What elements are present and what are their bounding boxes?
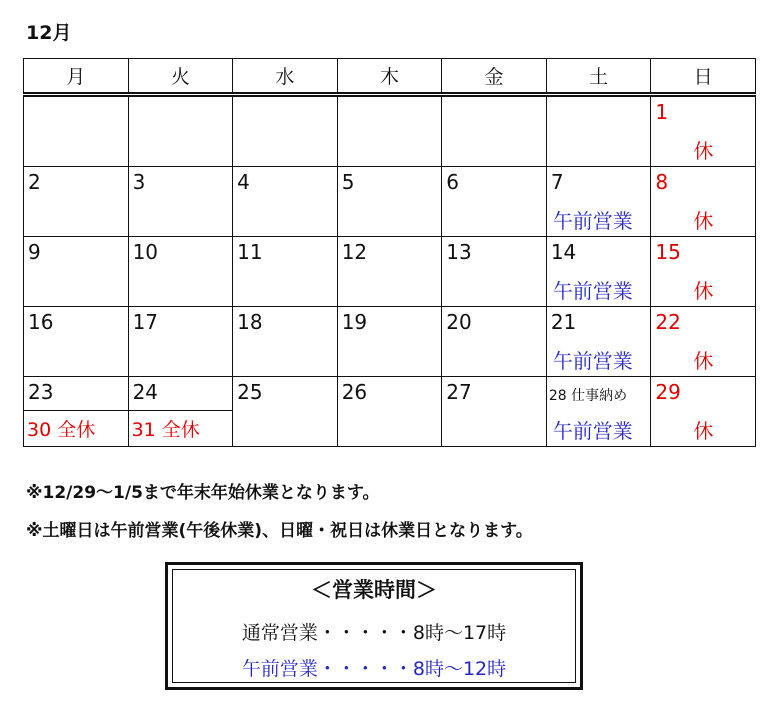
year-end-holiday-note: ※12/29～1/5まで年末年始休業となります。: [26, 483, 380, 503]
empty-day-cell: [546, 95, 651, 167]
day-number: 9: [28, 240, 41, 264]
day-number: 11: [237, 240, 263, 264]
day-cell: [337, 377, 442, 447]
day-cell: [546, 167, 651, 237]
day-number: 1: [655, 100, 669, 124]
day-cell: [651, 167, 756, 237]
closed-label: 休: [693, 279, 714, 303]
day-number: 7: [550, 170, 564, 194]
day-cell: [651, 237, 756, 307]
full-closure-label: 31 全休: [131, 419, 200, 441]
day-cell: [651, 307, 756, 377]
day-number: 24: [132, 380, 159, 404]
day-cell: [128, 377, 233, 447]
day-cell: [24, 307, 129, 377]
day-cell: [442, 237, 547, 307]
day-number: 13: [446, 240, 472, 264]
day-cell: [24, 167, 129, 237]
full-closure-label: 30 全休: [27, 419, 96, 441]
calendar-table: [23, 58, 756, 447]
day-number: 19: [341, 310, 368, 334]
closed-label: 休: [693, 349, 714, 373]
day-number: 18: [237, 310, 263, 334]
closed-label: 休: [693, 419, 714, 443]
week-row: [24, 377, 756, 447]
business-hours-title: ＜営業時間＞: [311, 578, 437, 602]
day-cell: [442, 307, 547, 377]
day-cell: [128, 307, 233, 377]
day-number: 16: [28, 310, 54, 334]
closed-label: 休: [693, 139, 714, 163]
day-number: 20: [446, 310, 472, 334]
morning-only-label: 午前営業: [552, 419, 633, 443]
empty-day-cell: [24, 95, 129, 167]
empty-day-cell: [442, 95, 547, 167]
day-number: 27: [446, 380, 472, 404]
day-number: 23: [28, 380, 54, 404]
day-number: 15: [655, 240, 681, 264]
day-cell: [337, 307, 442, 377]
day-number: 17: [132, 310, 159, 334]
morning-only-label: 午前営業: [552, 279, 633, 303]
weekday-tue: 火: [128, 59, 233, 95]
week-row: [24, 307, 756, 377]
last-business-day-label: 28 仕事納め: [548, 388, 628, 404]
day-cell: [546, 307, 651, 377]
day-number: 4: [237, 170, 250, 194]
day-cell: [128, 167, 233, 237]
morning-hours-line: 午前営業・・・・・8時～12時: [241, 658, 507, 680]
morning-only-label: 午前営業: [552, 209, 633, 233]
week-row: [24, 237, 756, 307]
weekday-fri: 金: [442, 59, 547, 95]
day-cell: [128, 237, 233, 307]
weekday-header-row: [24, 59, 756, 95]
day-number: 6: [446, 170, 459, 194]
day-cell: [546, 377, 651, 447]
day-cell: [24, 237, 129, 307]
business-hours-inner-frame: [172, 569, 576, 683]
weekday-sat: 土: [546, 59, 651, 95]
day-number: 10: [132, 240, 159, 264]
month-title: 12月: [26, 22, 72, 44]
day-cell: [442, 167, 547, 237]
day-cell: [233, 307, 338, 377]
day-number: 8: [655, 170, 669, 194]
day-number: 21: [550, 310, 577, 334]
day-number: 22: [655, 310, 681, 334]
weekday-sun: 日: [651, 59, 756, 95]
day-number: 12: [341, 240, 368, 264]
cell-divider: [24, 410, 128, 411]
weekday-mon: 月: [24, 59, 129, 95]
day-number: 25: [237, 380, 263, 404]
week-row: [24, 167, 756, 237]
weekend-hours-note: ※土曜日は午前営業(午後休業)、日曜・祝日は休業日となります。: [26, 521, 533, 541]
day-number: 5: [341, 170, 355, 194]
weekday-wed: 水: [233, 59, 338, 95]
cell-divider: [129, 410, 233, 411]
day-cell: [24, 377, 129, 447]
week-row: [24, 95, 756, 167]
regular-hours-line: 通常営業・・・・・8時～17時: [241, 622, 507, 644]
morning-only-label: 午前営業: [552, 349, 633, 373]
day-cell: [233, 167, 338, 237]
weekday-thu: 木: [337, 59, 442, 95]
day-cell: [337, 167, 442, 237]
day-number: 14: [550, 240, 577, 264]
empty-day-cell: [128, 95, 233, 167]
day-cell: [546, 237, 651, 307]
day-cell: [442, 377, 547, 447]
day-cell: [651, 377, 756, 447]
closed-label: 休: [693, 209, 714, 233]
day-cell: [233, 377, 338, 447]
day-cell: [651, 95, 756, 167]
day-number: 29: [655, 380, 681, 404]
empty-day-cell: [337, 95, 442, 167]
day-number: 2: [28, 170, 41, 194]
day-number: 3: [132, 170, 146, 194]
day-number: 26: [341, 380, 368, 404]
day-cell: [337, 237, 442, 307]
day-cell: [233, 237, 338, 307]
business-hours-box: [165, 562, 583, 690]
empty-day-cell: [233, 95, 338, 167]
